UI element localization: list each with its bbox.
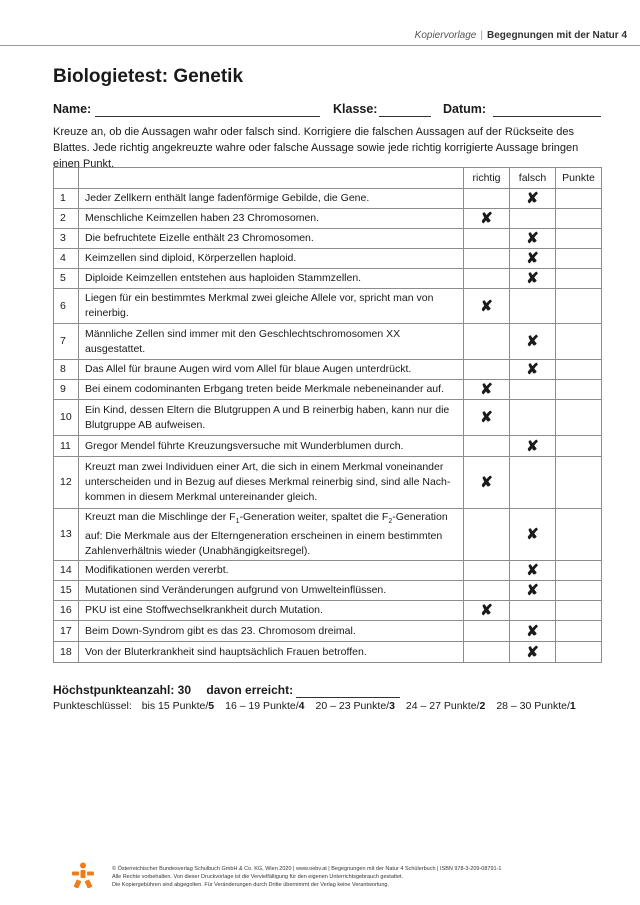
statement-text: Kreuzt man die Mischlinge der F	[85, 510, 236, 523]
points-cell[interactable]	[556, 581, 602, 601]
quiz-table	[53, 167, 602, 663]
row-statement: Das Allel für braune Augen wird vom Allel für blaue Augen unterdrückt.	[79, 360, 464, 380]
row-number: 4	[54, 249, 79, 269]
row-number: 12	[54, 457, 79, 509]
checkbox-richtig[interactable]	[464, 249, 510, 269]
statement-text: -Generation auf: Die Merkmale aus der Elterngeneration erscheinen in einem bestimmten Zahlenverhältnis wieder (Unabhängigkeitsregel).	[85, 510, 448, 558]
checkbox-richtig[interactable]	[464, 209, 510, 229]
checkbox-richtig[interactable]	[464, 457, 510, 509]
footer-line: © Österreichischer Bundesverlag Schulbuch GmbH & Co. KG, Wien 2020 | www.oebv.at | Begegnungen mit der Natur 4 Schülerbuch | ISBN 978-3-209-08791-1	[112, 866, 502, 872]
checkbox-richtig[interactable]	[464, 509, 510, 561]
points-cell[interactable]	[556, 289, 602, 324]
datum-field[interactable]	[493, 116, 601, 117]
row-statement: Kreuzt man zwei Individuen einer Art, die sich in einem Merkmal voneinander unterscheiden und in Bezug auf dieses Merkmal reinerbig sind, sind alle Nach-kommen in diesem Merkmal untereinander gleich.	[79, 457, 464, 509]
row-statement: Ein Kind, dessen Eltern die Blutgruppen A und B reinerbig haben, kann nur die Blutgruppe AB aufweisen.	[79, 400, 464, 436]
points-cell[interactable]	[556, 436, 602, 457]
table-row	[54, 289, 602, 324]
header-richtig: richtig	[464, 168, 510, 189]
checkbox-falsch[interactable]	[510, 324, 556, 360]
row-number: 14	[54, 561, 79, 581]
footer-line: Die Kopiergebühren sind abgegolten. Für Veränderungen durch Dritte übernimmt der Verlag keine Verantwortung.	[112, 882, 390, 888]
header-statement	[79, 168, 464, 189]
checkbox-richtig[interactable]	[464, 601, 510, 621]
key-grade: 4	[298, 700, 305, 712]
cross-mark-icon: ✘	[526, 562, 539, 579]
publisher-logo-icon	[72, 862, 94, 888]
student-fields	[53, 102, 601, 118]
cross-mark-icon: ✘	[480, 381, 493, 398]
key-item	[496, 700, 575, 712]
kopiervorlage-label: Kopiervorlage	[414, 30, 477, 41]
key-range: 16 – 19 Punkte/	[225, 700, 299, 712]
row-number: 17	[54, 621, 79, 642]
checkbox-falsch[interactable]	[510, 360, 556, 380]
points-cell[interactable]	[556, 380, 602, 400]
checkbox-richtig[interactable]	[464, 269, 510, 289]
table-row	[54, 229, 602, 249]
row-statement: Mutationen sind Veränderungen aufgrund von Umwelteinflüssen.	[79, 581, 464, 601]
points-cell[interactable]	[556, 189, 602, 209]
points-cell[interactable]	[556, 621, 602, 642]
table-header-row	[54, 168, 602, 189]
key-grade: 3	[389, 700, 395, 712]
table-row	[54, 457, 602, 509]
row-statement: Diploide Keimzellen entstehen aus haploiden Stammzellen.	[79, 269, 464, 289]
checkbox-falsch[interactable]	[510, 601, 556, 621]
cross-mark-icon: ✘	[526, 270, 539, 287]
checkbox-falsch[interactable]	[510, 400, 556, 436]
row-statement: Beim Down-Syndrom gibt es das 23. Chromosom dreimal.	[79, 621, 464, 642]
row-statement	[79, 509, 464, 561]
table-row	[54, 400, 602, 436]
key-range: 24 – 27 Punkte/	[405, 700, 480, 712]
table-row	[54, 621, 602, 642]
cross-mark-icon: ✘	[480, 602, 493, 619]
table-row	[54, 509, 602, 561]
points-cell[interactable]	[556, 360, 602, 380]
cross-mark-icon: ✘	[526, 643, 539, 661]
checkbox-richtig[interactable]	[464, 229, 510, 249]
points-cell[interactable]	[556, 457, 602, 509]
table-row	[54, 561, 602, 581]
points-cell[interactable]	[556, 642, 602, 663]
checkbox-falsch[interactable]	[510, 457, 556, 509]
points-cell[interactable]	[556, 229, 602, 249]
cross-mark-icon: ✘	[480, 210, 493, 227]
cross-mark-icon: ✘	[480, 297, 493, 315]
cross-mark-icon: ✘	[526, 582, 539, 599]
key-label: Punkteschlüssel:	[53, 700, 132, 712]
checkbox-richtig[interactable]	[464, 189, 510, 209]
header-rule	[0, 45, 640, 46]
page-header	[415, 30, 627, 41]
reached-field[interactable]	[296, 697, 400, 698]
key-range: 28 – 30 Punkte/	[496, 700, 570, 712]
cross-mark-icon: ✘	[480, 474, 493, 491]
points-cell[interactable]	[556, 269, 602, 289]
row-number: 1	[54, 189, 79, 209]
reached-label: davon erreicht:	[206, 683, 294, 697]
grading-key	[53, 700, 613, 712]
row-number: 6	[54, 289, 79, 324]
checkbox-falsch[interactable]	[510, 289, 556, 324]
table-row	[54, 581, 602, 601]
table-row	[54, 324, 602, 360]
checkbox-richtig[interactable]	[464, 289, 510, 324]
checkbox-falsch[interactable]	[510, 249, 556, 269]
klasse-label: Klasse:	[333, 102, 378, 116]
row-statement: PKU ist eine Stoffwechselkrankheit durch Mutation.	[79, 601, 464, 621]
page-title: Biologietest: Genetik	[53, 66, 244, 87]
header-punkte: Punkte	[556, 168, 602, 189]
key-item	[225, 700, 304, 712]
checkbox-richtig[interactable]	[464, 360, 510, 380]
row-statement: Männliche Zellen sind immer mit den Geschlechtschromosomen XX ausgestattet.	[79, 324, 464, 360]
row-number: 11	[54, 436, 79, 457]
table-row	[54, 436, 602, 457]
points-cell[interactable]	[556, 324, 602, 360]
checkbox-richtig[interactable]	[464, 400, 510, 436]
datum-label: Datum:	[443, 102, 487, 116]
subscript: 1	[235, 518, 240, 526]
row-number: 5	[54, 269, 79, 289]
checkbox-falsch[interactable]	[510, 380, 556, 400]
checkbox-falsch[interactable]	[510, 229, 556, 249]
key-range: 20 – 23 Punkte/	[315, 700, 390, 712]
checkbox-richtig[interactable]	[464, 380, 510, 400]
checkbox-richtig[interactable]	[464, 581, 510, 601]
checkbox-richtig[interactable]	[464, 324, 510, 360]
checkbox-falsch[interactable]	[510, 209, 556, 229]
key-grade: 2	[479, 700, 486, 712]
points-cell[interactable]	[556, 249, 602, 269]
row-statement: Bei einem codominanten Erbgang treten beide Merkmale nebeneinander auf.	[79, 380, 464, 400]
instructions: Kreuze an, ob die Aussagen wahr oder falsch sind. Korrigiere die falschen Aussagen auf der Rückseite des Blattes. Jede richtig angekreuzte wahre oder falsche Aussage sowie jede richtig korrigierte Aussage bringen einen Punkt.	[53, 126, 579, 170]
table-row	[54, 380, 602, 400]
checkbox-falsch[interactable]	[510, 436, 556, 457]
row-statement: Liegen für ein bestimmtes Merkmal zwei gleiche Allele vor, spricht man von reinerbig.	[79, 289, 464, 324]
checkbox-falsch[interactable]	[510, 189, 556, 209]
footer-line: Alle Rechte vorbehalten. Von dieser Druckvorlage ist die Vervielfältigung für den eigenen Unterrichtsgebrauch gestattet.	[112, 874, 404, 880]
table-row	[54, 249, 602, 269]
checkbox-richtig[interactable]	[464, 621, 510, 642]
row-number: 18	[54, 642, 79, 663]
key-grade: 1	[569, 700, 576, 712]
cross-mark-icon: ✘	[526, 250, 539, 267]
row-number: 2	[54, 209, 79, 229]
row-number: 10	[54, 400, 79, 436]
cross-mark-icon: ✘	[526, 333, 539, 350]
table-row	[54, 642, 602, 663]
cross-mark-icon: ✘	[526, 230, 539, 247]
row-statement: Von der Bluterkrankheit sind hauptsächlich Frauen betroffen.	[79, 642, 464, 663]
checkbox-falsch[interactable]	[510, 561, 556, 581]
subscript: 2	[388, 518, 393, 526]
name-label: Name:	[53, 102, 92, 116]
cross-mark-icon: ✘	[526, 361, 539, 378]
points-cell[interactable]	[556, 509, 602, 561]
row-statement: Modifikationen werden vererbt.	[79, 561, 464, 581]
checkbox-falsch[interactable]	[510, 581, 556, 601]
checkbox-falsch[interactable]	[510, 509, 556, 561]
cross-mark-icon: ✘	[526, 622, 539, 640]
checkbox-richtig[interactable]	[464, 642, 510, 663]
header-separator: |	[480, 30, 483, 41]
row-statement: Keimzellen sind diploid, Körperzellen haploid.	[79, 249, 464, 269]
row-number: 13	[54, 509, 79, 561]
book-title: Begegnungen mit der Natur 4	[486, 30, 627, 41]
key-item	[406, 700, 485, 712]
row-statement: Jeder Zellkern enthält lange fadenförmige Gebilde, die Gene.	[79, 189, 464, 209]
checkbox-falsch[interactable]	[510, 621, 556, 642]
name-field[interactable]	[95, 116, 320, 117]
checkbox-richtig[interactable]	[464, 561, 510, 581]
points-cell[interactable]	[556, 209, 602, 229]
row-number: 16	[54, 601, 79, 621]
klasse-field[interactable]	[379, 116, 431, 117]
row-number: 9	[54, 380, 79, 400]
key-item	[316, 700, 395, 712]
footer-text	[112, 865, 501, 889]
table-row	[54, 269, 602, 289]
row-number: 8	[54, 360, 79, 380]
points-cell[interactable]	[556, 400, 602, 436]
table-row	[54, 601, 602, 621]
score-summary	[53, 683, 601, 697]
row-number: 3	[54, 229, 79, 249]
key-range: bis 15 Punkte/	[141, 700, 209, 712]
cross-mark-icon: ✘	[526, 190, 539, 207]
header-num	[54, 168, 79, 189]
table-row	[54, 209, 602, 229]
checkbox-falsch[interactable]	[510, 269, 556, 289]
row-statement: Die befruchtete Eizelle enthält 23 Chromosomen.	[79, 229, 464, 249]
row-statement: Gregor Mendel führte Kreuzungsversuche mit Wunderblumen durch.	[79, 436, 464, 457]
cross-mark-icon: ✘	[480, 409, 493, 426]
row-statement: Menschliche Keimzellen haben 23 Chromosomen.	[79, 209, 464, 229]
points-cell[interactable]	[556, 561, 602, 581]
key-grade: 5	[208, 700, 215, 712]
row-number: 15	[54, 581, 79, 601]
table-row	[54, 360, 602, 380]
cross-mark-icon: ✘	[526, 526, 539, 543]
row-number: 7	[54, 324, 79, 360]
cross-mark-icon: ✘	[526, 437, 539, 455]
max-points: Höchstpunkteanzahl: 30	[53, 683, 192, 697]
statement-text: -Generation weiter, spaltet die F	[239, 510, 389, 523]
points-cell[interactable]	[556, 601, 602, 621]
checkbox-falsch[interactable]	[510, 642, 556, 663]
table-row	[54, 189, 602, 209]
key-item	[142, 700, 214, 712]
checkbox-richtig[interactable]	[464, 436, 510, 457]
header-falsch: falsch	[510, 168, 556, 189]
